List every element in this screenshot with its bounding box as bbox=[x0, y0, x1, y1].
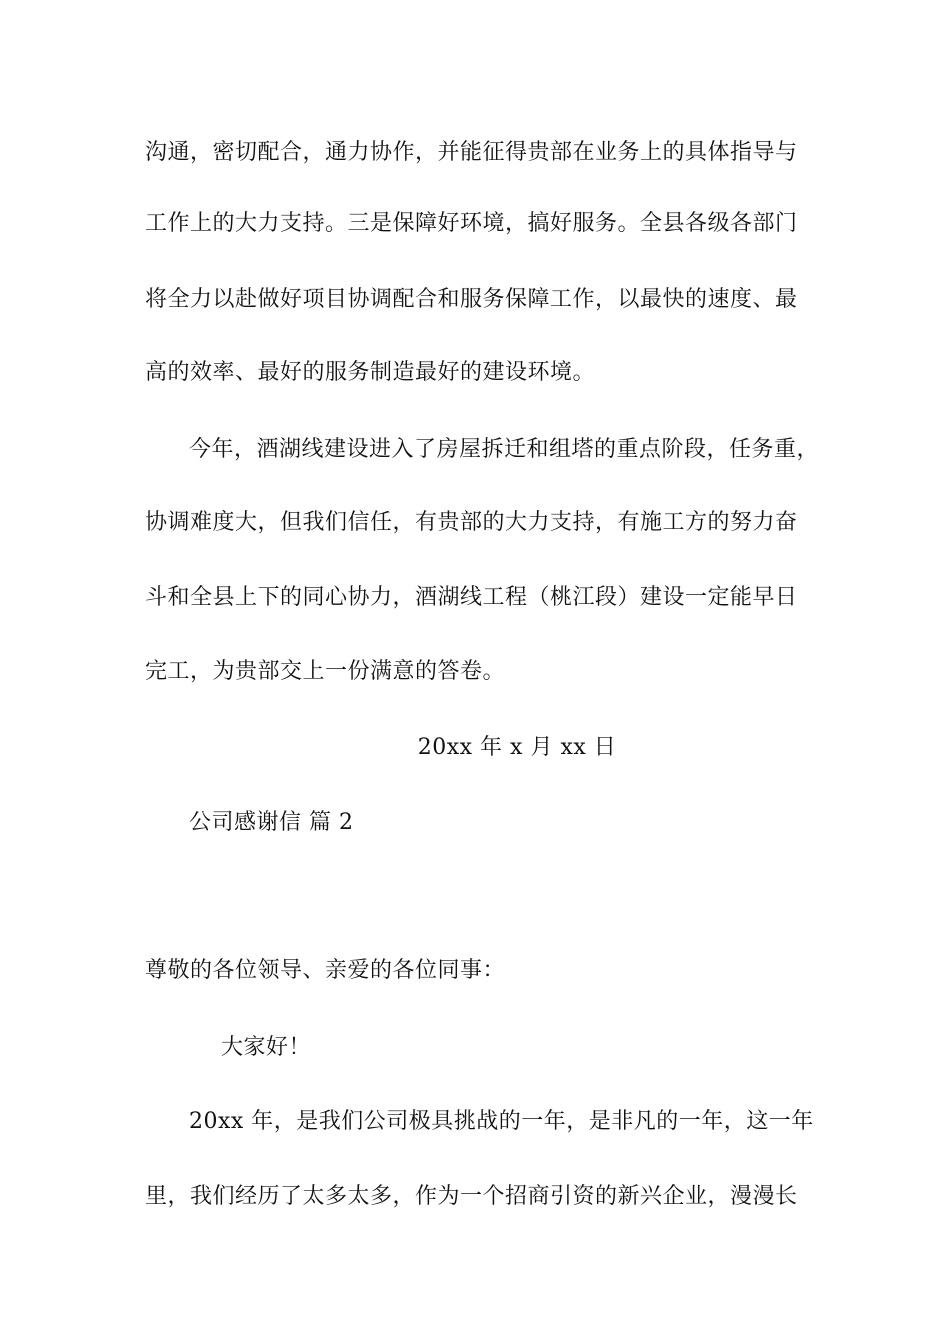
salutation: 尊敬的各位领导、亲爱的各位同事： bbox=[145, 958, 506, 983]
date-line: 20xx 年 x 月 xx 日 bbox=[417, 735, 617, 760]
paragraph-line: 工作上的大力支持。三是保障好环境，搞好服务。全县各级各部门 bbox=[145, 211, 798, 236]
paragraph-line: 斗和全县上下的同心协力，酒湖线工程（桃江段）建设一定能早日 bbox=[145, 585, 798, 610]
paragraph-line: 完工，为贵部交上一份满意的答卷。 bbox=[145, 659, 506, 684]
paragraph-line: 将全力以赴做好项目协调配合和服务保障工作，以最快的速度、最 bbox=[145, 287, 798, 312]
paragraph-line: 今年，酒湖线建设进入了房屋拆迁和组塔的重点阶段，任务重， bbox=[189, 437, 820, 462]
greeting: 大家好！ bbox=[221, 1035, 312, 1060]
paragraph-line: 协调难度大，但我们信任，有贵部的大力支持，有施工方的努力奋 bbox=[145, 510, 798, 535]
paragraph-line: 沟通，密切配合，通力协作，并能征得贵部在业务上的具体指导与 bbox=[145, 140, 798, 165]
paragraph-line: 高的效率、最好的服务制造最好的建设环境。 bbox=[145, 360, 596, 385]
paragraph-line: 里，我们经历了太多太多，作为一个招商引资的新兴企业，漫漫长 bbox=[145, 1184, 798, 1209]
paragraph-line: 20xx 年，是我们公司极具挑战的一年，是非凡的一年，这一年 bbox=[189, 1109, 814, 1134]
section-title: 公司感谢信 篇 2 bbox=[189, 810, 354, 835]
